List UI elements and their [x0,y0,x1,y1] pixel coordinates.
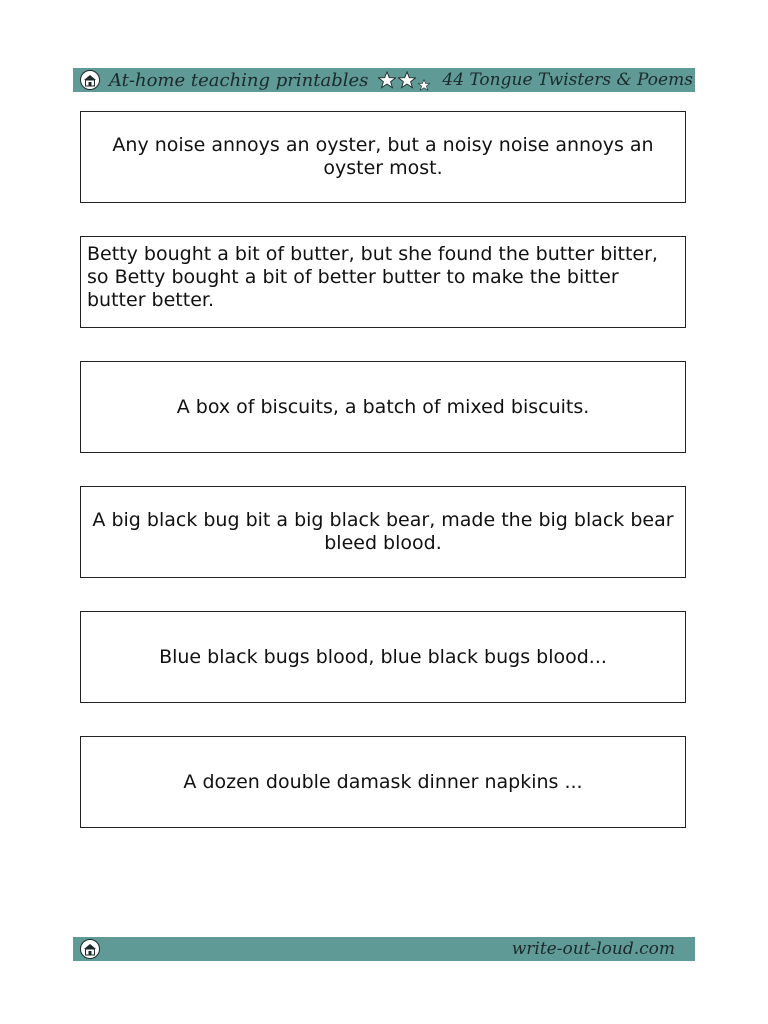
card-text: Blue black bugs blood, blue black bugs blood... [159,645,607,668]
house-icon [79,939,101,959]
tongue-twister-card [80,736,686,828]
header-title: At-home teaching printables [109,69,369,91]
house-icon [79,70,101,90]
stars-decoration [378,69,430,91]
card-text: Betty bought a bit of butter, but she found the butter bitter, so Betty bought a bit of better butter to make the bitter butter better. [87,243,658,311]
tongue-twister-card [80,361,686,453]
card-text: A big black bug bit a big black bear, made the big black bear bleed blood. [92,509,674,554]
card-text: A dozen double damask dinner napkins ... [183,770,583,793]
star-icon [398,71,416,89]
tongue-twister-card [80,111,686,203]
footer-site: write-out-loud.com [511,939,675,959]
tongue-twister-card [80,236,686,328]
star-icon [378,71,396,89]
footer-band [73,937,695,961]
header-band [73,68,695,92]
card-text: A box of biscuits, a batch of mixed biscuits. [176,395,590,418]
card-text: Any noise annoys an oyster, but a noisy noise annoys an oyster most. [112,134,654,179]
tongue-twister-card [80,486,686,578]
header-subtitle: 44 Tongue Twisters & Poems [442,70,693,90]
star-icon [418,79,430,91]
tongue-twister-card [80,611,686,703]
